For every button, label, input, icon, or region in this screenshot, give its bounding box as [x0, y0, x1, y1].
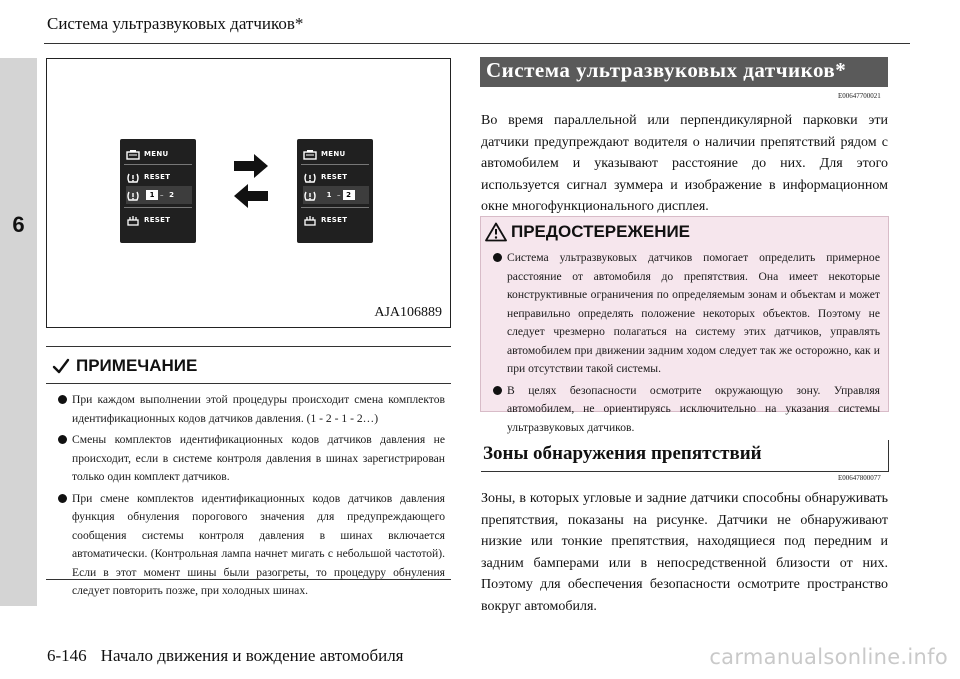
subsection-title: Зоны обнаружения препятствий [483, 443, 762, 464]
id-set-1: 1 [146, 190, 158, 200]
warning-triangle-icon [485, 222, 507, 242]
menu-label: MENU [144, 150, 169, 158]
bullet-icon [58, 435, 67, 444]
display-panel-before: MENU RESET 1 – 2 RESET [120, 139, 196, 243]
pencil-check-icon [52, 357, 70, 375]
list-item: Смены комплектов идентификационных кодов датчиков давления не происходит, если в системе контроля давления в шинах зарегистрирован только один комплект датчиков. [58, 431, 445, 487]
watermark: carmanualsonline.info [709, 645, 948, 669]
menu-label: MENU [321, 150, 346, 158]
warning-list [493, 249, 880, 440]
settings-icon [126, 148, 140, 160]
list-item: При смене комплектов идентификационных кодов датчиков давления функция обнуления порогового значения для предупреждающего сообщения системы контроля давления в шинах включается автоматически. (Контрольная лампа начнет мигать с небольшой частотой). Если в этот момент шины были разогреты, то процедуру обнуления следует повторить позже, при холодных шинах. [58, 490, 445, 601]
note-list [58, 391, 445, 604]
reset-label: RESET [321, 173, 348, 181]
list-item: В целях безопасности осмотрите окружающую зону. Управляя автомобилем, не ориентируясь исключительно на указания системы ультразвуковых датчиков. [493, 382, 880, 438]
id-set-2: 2 [169, 191, 174, 199]
list-item: При каждом выполнении этой процедуры происходит смена комплектов идентификационных кодов датчиков давления. (1 - 2 - 1 - 2…) [58, 391, 445, 428]
subsection-code: E00647800077 [838, 474, 881, 482]
subsection-header [481, 440, 889, 472]
reset-label: RESET [321, 216, 348, 224]
bullet-icon [58, 494, 67, 503]
subsection-body: Зоны, в которых угловые и задние датчики способны обнаруживать препятствия, показаны на рисунке. Датчики не обнаруживают низкие или тонкие препятствия, находящиеся под передним и задним бамперами или в непосредственной близости от них. Поэтому для обеспечения безопасности осмотрите пространство вокруг автомобиля. [481, 491, 888, 614]
bullet-icon [58, 395, 67, 404]
warning-box [480, 216, 889, 434]
page-footer [47, 646, 404, 666]
bullet-icon [493, 386, 502, 395]
arrow-right-icon [234, 154, 268, 178]
note-rule [46, 383, 451, 384]
arrow-left-icon [234, 184, 268, 208]
warning-title: ПРЕДОСТЕРЕЖЕНИЕ [485, 222, 690, 242]
bullet-icon [493, 253, 502, 262]
tire-pressure-icon [126, 171, 140, 183]
footer-title: Начало движения и вождение автомобиля [100, 646, 404, 665]
subsection-rule [481, 471, 889, 473]
section-title: Система ультразвуковых датчиков* [486, 58, 847, 82]
service-icon [303, 214, 317, 226]
figure-code: AJA106889 [374, 305, 442, 320]
section-title-bar [480, 57, 888, 87]
subsection-vertical-rule [888, 440, 890, 472]
tire-pressure-icon [303, 189, 317, 201]
note-box [46, 346, 451, 597]
warning-header [481, 217, 888, 247]
section-body: Во время параллельной или перпендикулярной парковки эти датчики предупреждают водителя о наличии препятствий рядом с автомобилем и указывают расстояние до них. Для этого используется сигнал зуммера и изображение в информационном окне многофункционального дисплея. [481, 113, 888, 214]
header-rule [44, 43, 910, 44]
display-panel-after: MENU RESET 1 – 2 RESET [297, 139, 373, 243]
page-number: 6-146 [47, 646, 87, 665]
service-icon [126, 214, 140, 226]
chapter-number: 6 [12, 212, 25, 237]
figure-display-illustration [46, 58, 451, 328]
reset-label: RESET [144, 173, 171, 181]
tire-pressure-icon [303, 171, 317, 183]
running-head: Система ультразвуковых датчиков* [47, 14, 304, 33]
tire-pressure-icon [126, 189, 140, 201]
chapter-side-tab [0, 58, 37, 606]
note-title: ПРИМЕЧАНИЕ [52, 356, 197, 376]
list-item: Система ультразвуковых датчиков помогает определить примерное расстояние от автомобиля до препятствия. Она имеет некоторые конструктивные ограничения по определяемым зонам и объектам и может неправильно определять положение некоторых объектов. Поэтому не следует чрезмерно полагаться на систему этих датчиков, управлять автомобилем при движении задним ходом следует так же осторожно, как и при отсутствии такой системы. [493, 249, 880, 379]
id-set-2: 2 [343, 190, 355, 200]
id-set-1: 1 [326, 191, 332, 199]
reset-label: RESET [144, 216, 171, 224]
section-code: E00647700021 [838, 92, 881, 100]
settings-icon [303, 148, 317, 160]
